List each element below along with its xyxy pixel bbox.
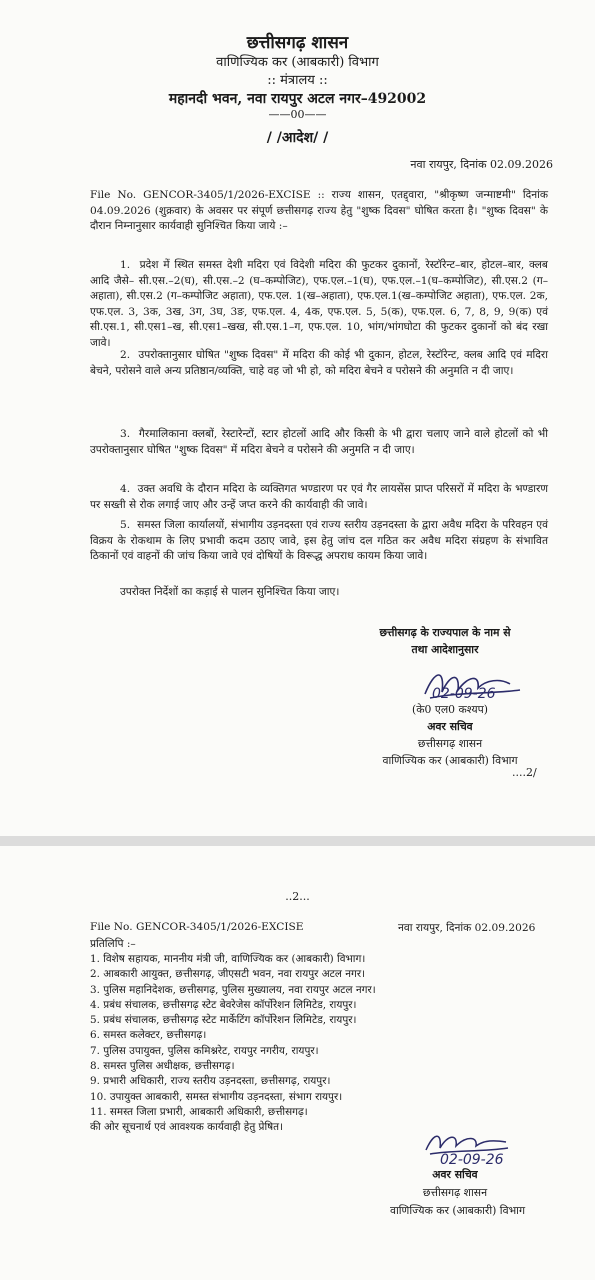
list-item: 2. आबकारी आयुक्त, छत्तीसगढ़, जीएसटी भवन, नवा रायपुर अटल नगर। — [90, 968, 366, 981]
point-text: उक्त अवधि के दौरान मदिरा के व्यक्तिगत भण्डारण पर एवं गैर लायसेंस प्राप्त परिसरों में मदिरा के भण्डारण पर सख्ती से रोक लगाई जाए और उन्हें जप्त करने की कार्यवाही की जावे। — [90, 483, 548, 511]
signature-government-2: छत्तीसगढ़ शासन — [422, 1186, 488, 1199]
page-number: ..2... — [285, 890, 310, 903]
point-number: 4. — [120, 483, 131, 495]
page-gap — [0, 836, 595, 846]
document-page-2 — [0, 846, 595, 1280]
place-date: नवा रायपुर, दिनांक 02.09.2026 — [410, 158, 553, 171]
list-item: 5. प्रबंध संचालक, छत्तीसगढ़ स्टेट मार्केटिंग कॉर्पोरेशन लिमिटेड, रायपुर। — [90, 1014, 357, 1027]
officer-designation: अवर सचिव — [427, 720, 473, 733]
signature-date: 02-09-26 — [432, 686, 496, 702]
point-3 — [90, 427, 548, 458]
point-text: समस्त जिला कार्यालयों, संभागीय उड़नदस्ता एवं राज्य स्तरीय उड़नदस्ता के द्वारा अवैध मदिरा के परिवहन एवं विक्रय के रोकथाम के लिए प्रभावी कदम उठाए जावे, इस हेतु जांच दल गठित कर अवैध मदिरा संग्रहण के संभावित ठिकानों एवं वाहनों की जांच किया जावे एवं दोषियों के विरूद्ध अपराध कायम किया जावे। — [90, 519, 548, 563]
order-heading: / /आदेश/ / — [266, 130, 329, 146]
list-item: 8. समस्त पुलिस अधीक्षक, छत्तीसगढ़। — [90, 1060, 235, 1073]
designation-2: अवर सचिव — [432, 1168, 478, 1181]
signature-department: वाणिज्यिक कर (आबकारी) विभाग — [382, 754, 518, 767]
point-number: 2. — [120, 349, 131, 361]
point-number: 1. — [120, 259, 131, 271]
point-text: उपरोक्तानुसार घोषित "शुष्क दिवस" में मदिरा की कोई भी दुकान, होटल, रेस्टॉरेन्ट, क्लब आदि एवं मदिरा बेचने, परोसने वाले अन्य प्रतिष्ठान/व्यक्ति, चाहे वह जो भी हो, को मदिरा बेचने व परोसने की अनुमति न दी जाए। — [90, 349, 548, 377]
forward-note: की ओर सूचनार्थ एवं आवश्यक कार्यवाही हेतु प्रेषित। — [90, 1121, 284, 1134]
place-date-2: नवा रायपुर, दिनांक 02.09.2026 — [398, 922, 536, 934]
list-item: 3. पुलिस महानिदेशक, छत्तीसगढ़, पुलिस मुख्यालय, नवा रायपुर अटल नगर। — [90, 983, 376, 996]
governor-line-1: छत्तीसगढ़ के राज्यपाल के नाम से — [379, 626, 511, 639]
governor-line-2: तथा आदेशानुसार — [411, 643, 479, 656]
department-name: वाणिज्यिक कर (आबकारी) विभाग — [216, 55, 379, 70]
point-2 — [90, 348, 548, 379]
point-text: गैरमालिकाना क्लबों, रेस्टारेन्टों, स्टार होटलों आदि और किसी के भी द्वारा चलाए जाने वाले होटलों को भी उपरोक्तानुसार घोषित "शुष्क दिवस" में मदिरा बेचने व परोसने की अनुमति न दी जाए। — [90, 428, 548, 456]
copy-heading: प्रतिलिपि :– — [90, 938, 136, 950]
point-1 — [90, 258, 548, 352]
government-title: छत्तीसगढ़ शासन — [246, 33, 349, 53]
point-text: प्रदेश में स्थित समस्त देशी मदिरा एवं विदेशी मदिरा की फुटकर दुकानों, रेस्टॉरेन्ट–बार, होटल–बार, क्लब आदि जैसे– सी.एस.–2(घ), सी.एस.–2 (घ–कम्पोजिट), एफ.एल.–1(घ), एफ.एल.–1(घ–कम्पोजिट), सी.एस.2 (ग–अहाता), सी.एस.2 (ग–कम्पोजिट अहाता), एफ.एल. 1(ख–अहाता), एफ.एल.1(ख–कम्पोजिट अहाता), एफ.एल. 2क, एफ.एल. 3, 3क, 3ख, 3ग, 3घ, 3ङ, एफ.एल. 4, 4क, एफ.एल. 5, 5(क), एफ.एल. 6, 7, 8, 9, 9(क) एवं सी.एस.1, सी.एस1–ख, सी.एस1–खख, सी.एस.1–ग, एफ.एल. 10, भांग/भांगघोटा की फुटकर दुकानों को बंद रखा जावे। — [90, 259, 548, 349]
signature-department-2: वाणिज्यिक कर (आबकारी) विभाग — [389, 1204, 526, 1217]
list-item: 10. उपायुक्त आबकारी, समस्त संभागीय उड़नदस्ता, संभाग रायपुर। — [90, 1090, 343, 1103]
header-separator: ——00—— — [268, 108, 327, 121]
office-name: :: मंत्रालय :: — [267, 73, 328, 88]
point-number: 3. — [120, 428, 131, 440]
list-item: 11. समस्त जिला प्रभारी, आबकारी अधिकारी, छत्तीसगढ़। — [90, 1105, 308, 1118]
list-item: 9. प्रभारी अधिकारी, राज्य स्तरीय उड़नदस्ता, छत्तीसगढ़, रायपुर। — [90, 1075, 331, 1088]
file-number: File No. GENCOR-3405/1/2026-EXCISE — [90, 921, 304, 933]
officer-name: (के0 एल0 कश्यप) — [412, 703, 488, 716]
list-item: 1. विशेष सहायक, माननीय मंत्री जी, वाणिज्यिक कर (आबकारी) विभाग। — [90, 953, 366, 965]
list-item: 6. समस्त कलेक्टर, छत्तीसगढ़। — [90, 1029, 207, 1042]
point-number: 5. — [120, 519, 131, 531]
list-item: 4. प्रबंध संचालक, छत्तीसगढ़ स्टेट बेवरेजेस कॉर्पोरेशन लिमिटेड, रायपुर। — [90, 998, 357, 1011]
signature-government: छत्तीसगढ़ शासन — [417, 737, 483, 750]
list-item: 7. पुलिस उपायुक्त, पुलिस कमिश्नरेट, रायपुर नगरीय, रायपुर। — [90, 1044, 319, 1057]
point-4 — [90, 482, 548, 513]
copy-list — [90, 952, 545, 1136]
signature-date-2: 02-09-26 — [440, 1152, 504, 1168]
governor-authority — [340, 624, 550, 658]
intro-paragraph: File No. GENCOR-3405/1/2026-EXCISE :: राज्य शासन, एतद्द्वारा, "श्रीकृष्ण जन्माष्टमी" दिनांक 04.09.2026 (शुक्रवार) के अवसर पर संपूर्ण छत्तीसगढ़ राज्य हेतु "शुष्क दिवस" घोषित करता है। "शुष्क दिवस" के दौरान निम्नानुसार कार्यवाही सुनिश्चित किया जाये :– — [90, 189, 548, 233]
page-continuation-marker: ....2/ — [512, 766, 537, 779]
office-address: महानदी भवन, नवा रायपुर अटल नगर–492002 — [168, 91, 427, 107]
point-5 — [90, 518, 548, 565]
closing-instruction: उपरोक्त निर्देशों का कड़ाई से पालन सुनिश्चित किया जाए। — [120, 586, 340, 598]
